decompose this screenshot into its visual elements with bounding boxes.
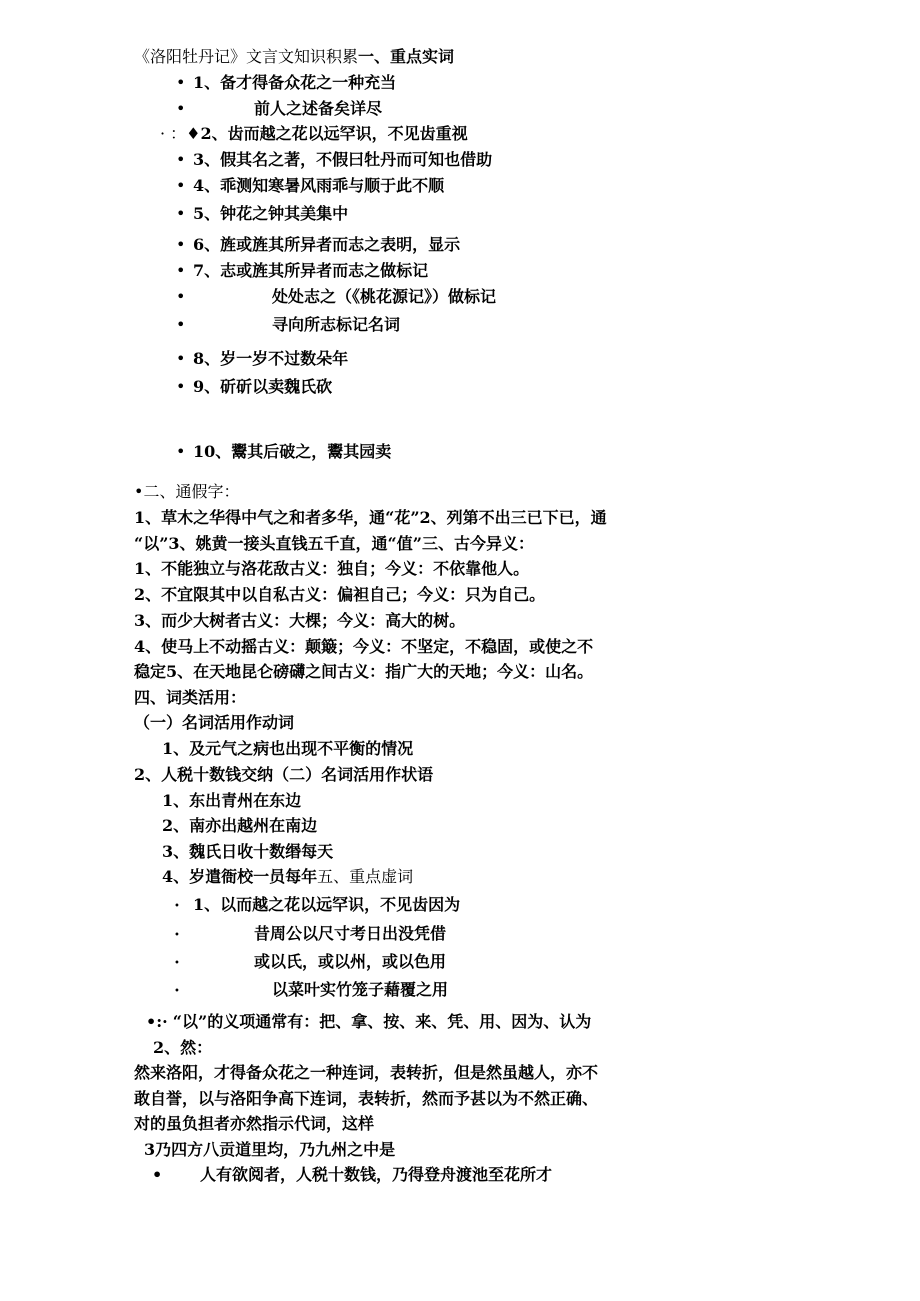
nai-heading: 3乃四方八贡道里均，乃九州之中是 (144, 1140, 396, 1159)
body-line: 1、草木之华得中气之和者多华，通“花”2、列第不出三已下已，通 (134, 508, 607, 527)
bullet-icon: • (176, 150, 186, 169)
section2-heading: •二、通假字： (134, 482, 240, 501)
bullet-icon: • (176, 235, 186, 254)
bullet-icon: • (152, 1165, 163, 1184)
body-line: 敢自誉，以与洛阳争高下连词，表转折，然而予甚以为不然正确、 (134, 1089, 599, 1108)
xuci-item: 昔周公以尺寸考日出没凭借 (254, 924, 447, 943)
shici-item: 4、乖测知寒暑风雨乖与顺于此不顺 (193, 176, 445, 195)
bullet-icon: • (176, 315, 186, 334)
shici-item: 3、假其名之著，不假曰牡丹而可知也借助 (193, 150, 493, 169)
shici-item: 5、钟花之钟其美集中 (193, 204, 349, 223)
body-line: 2、不宜限其中以自私古义：偏袒自己；今义：只为自己。 (134, 585, 546, 604)
bullet-icon: • (176, 204, 186, 223)
xuci-item: 1、以而越之花以远罕识，不见齿因为 (193, 895, 461, 914)
body-line: “以”3、姚黄一接头直钱五千直，通“值”三、古今异义： (134, 534, 534, 553)
shici-item: 寻向所志标记名词 (272, 315, 401, 334)
body-line: 3、魏氏日收十数缗每天 (162, 842, 334, 861)
shici-item: 6、旌或旌其所异者而志之表明，显示 (193, 235, 461, 254)
shici-item: 前人之述备矣详尽 (254, 99, 383, 118)
bullet-icon: • (176, 287, 186, 306)
body-line: 1、东出青州在东边 (162, 791, 302, 810)
section5-heading: 五、重点虚词 (317, 867, 414, 886)
body-line: 稳定5、在天地昆仑磅礴之间古义：指广大的天地；今义：山名。 (134, 662, 594, 681)
body-line: 人有欲阅者，人税十数钱，乃得登舟渡池至花所才 (200, 1165, 553, 1184)
section4-heading: 四、词类活用： (134, 688, 247, 707)
bullet-icon: • (176, 377, 186, 396)
section1-heading: 一、重点实词 (358, 47, 455, 66)
shici-item: 8、岁一岁不过数朵年 (193, 349, 349, 368)
xuci-item: 以菜叶实竹笼子藉覆之用 (272, 980, 449, 999)
shici-item: 2、齿而越之花以远罕识，不见齿重视 (200, 124, 468, 143)
yi-summary-line (146, 1012, 591, 1032)
shici-item: 处处志之（《桃花源记》）做标记 (272, 287, 497, 306)
bullet-icon: • (176, 442, 186, 461)
shici-item: 7、志或旌其所异者而志之做标记 (193, 261, 429, 280)
bullet-icon: • (176, 176, 186, 195)
body-text: 4、岁遣衙校一员每年 (162, 867, 318, 886)
bullet-icon: • (176, 99, 186, 118)
diamond-icon: · ：♦ (160, 124, 201, 143)
body-line: 然来洛阳，才得备众花之一种连词，表转折，但是然虽越人，亦不 (134, 1063, 599, 1082)
document-title: 《洛阳牡丹记》文言文知识积累 (134, 47, 359, 66)
body-line: 3、而少大树者古义：大棵；今义：高大的树。 (134, 611, 466, 630)
title-line (134, 47, 454, 67)
bullet-icon: • (176, 349, 186, 368)
bullet-icon: • (174, 901, 180, 912)
bullet-icon: • (176, 261, 186, 280)
bullet-icon: • (174, 958, 180, 969)
body-line: 2、南亦出越州在南边 (162, 816, 318, 835)
body-line-mixed (162, 867, 413, 887)
body-line: 1、不能独立与洛花敌古义：独自；今义：不依靠他人。 (134, 559, 530, 578)
body-line: 4、使马上不动摇古义：颠簸；今义：不坚定，不稳固，或使之不 (134, 637, 594, 656)
shici-item-marked (160, 124, 468, 144)
bullet-icon: • (174, 986, 180, 997)
body-line: 2、人税十数钱交纳（二）名词活用作状语 (134, 765, 434, 784)
subsection-heading: （一）名词活用作动词 (134, 713, 295, 732)
shici-item: 9、斫斫以卖魏氏砍 (193, 377, 333, 396)
bullet-icon: • (174, 930, 180, 941)
bullet-icon: • (176, 73, 186, 92)
shici-item: 10、鬻其后破之，鬻其园卖 (193, 442, 392, 461)
body-line: 对的虽负担者亦然指示代词，这样 (134, 1114, 375, 1133)
body-line: 1、及元气之病也出现不平衡的情况 (162, 739, 414, 758)
yi-summary: “以”的义项通常有：把、拿、按、来、凭、用、因为、认为 (172, 1012, 592, 1031)
bullet-icon: •:· (146, 1012, 168, 1031)
xuci-item: 或以氏，或以州，或以色用 (254, 952, 447, 971)
shici-item: 1、备才得备众花之一种充当 (193, 73, 397, 92)
ran-heading: 2、然： (153, 1038, 213, 1057)
